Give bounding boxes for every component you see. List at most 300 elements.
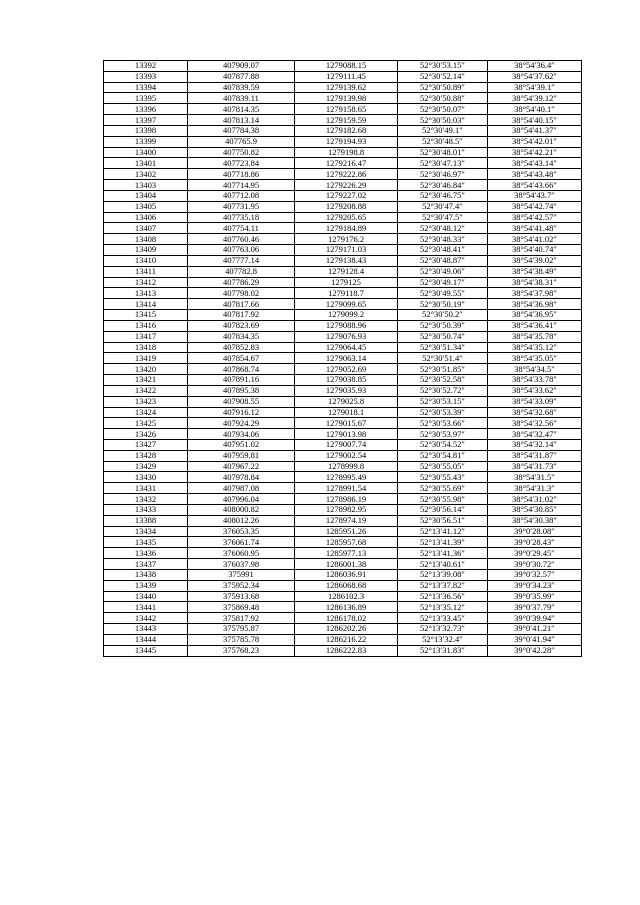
x-coordinate-cell: 407754.11	[188, 223, 295, 234]
x-coordinate-cell: 407763.06	[188, 245, 295, 256]
longitude-cell: 38°54′34.5″	[488, 364, 582, 375]
x-coordinate-cell: 407891.16	[188, 375, 295, 386]
point-number-cell: 13396	[104, 104, 188, 115]
point-number-cell: 13437	[104, 559, 188, 570]
y-coordinate-cell: 1279184.89	[295, 223, 398, 234]
longitude-cell: 39°0′37.79″	[488, 602, 582, 613]
x-coordinate-cell: 375795.87	[188, 624, 295, 635]
table-row	[104, 223, 582, 234]
latitude-cell: 52°13′40.61″	[398, 559, 488, 570]
table-row	[104, 288, 582, 299]
table-row	[104, 353, 582, 364]
point-number-cell: 13430	[104, 472, 188, 483]
longitude-cell: 39°0′28.08″	[488, 526, 582, 537]
table-row	[104, 61, 582, 72]
x-coordinate-cell: 407967.22	[188, 461, 295, 472]
y-coordinate-cell: 1279025.8	[295, 396, 398, 407]
table-row	[104, 115, 582, 126]
longitude-cell: 38°54′31.73″	[488, 461, 582, 472]
longitude-cell: 38°54′32.14″	[488, 439, 582, 450]
table-row	[104, 429, 582, 440]
point-number-cell: 13397	[104, 115, 188, 126]
table-row	[104, 342, 582, 353]
longitude-cell: 39°0′32.57″	[488, 569, 582, 580]
point-number-cell: 13445	[104, 645, 188, 656]
x-coordinate-cell: 407782.8	[188, 266, 295, 277]
x-coordinate-cell: 408012.26	[188, 515, 295, 526]
point-number-cell: 13441	[104, 602, 188, 613]
y-coordinate-cell: 1286222.83	[295, 645, 398, 656]
longitude-cell: 38°54′31.02″	[488, 494, 582, 505]
point-number-cell: 13418	[104, 342, 188, 353]
y-coordinate-cell: 1279002.54	[295, 450, 398, 461]
point-number-cell: 13416	[104, 320, 188, 331]
x-coordinate-cell: 407839.59	[188, 82, 295, 93]
table-row	[104, 234, 582, 245]
table-row	[104, 212, 582, 223]
longitude-cell: 38°54′38.49″	[488, 266, 582, 277]
x-coordinate-cell: 407951.02	[188, 439, 295, 450]
y-coordinate-cell: 1279226.29	[295, 180, 398, 191]
x-coordinate-cell: 407718.86	[188, 169, 295, 180]
latitude-cell: 52°30′48.12″	[398, 223, 488, 234]
table-row	[104, 515, 582, 526]
table-row	[104, 375, 582, 386]
latitude-cell: 52°30′51.85″	[398, 364, 488, 375]
latitude-cell: 52°30′50.03″	[398, 115, 488, 126]
x-coordinate-cell: 407823.69	[188, 320, 295, 331]
longitude-cell: 38°54′35.12″	[488, 342, 582, 353]
x-coordinate-cell: 407868.74	[188, 364, 295, 375]
x-coordinate-cell: 407924.29	[188, 418, 295, 429]
longitude-cell: 38°54′33.78″	[488, 375, 582, 386]
table-row	[104, 418, 582, 429]
x-coordinate-cell: 407731.95	[188, 201, 295, 212]
x-coordinate-cell: 407777.14	[188, 255, 295, 266]
table-row	[104, 245, 582, 256]
longitude-cell: 39°0′39.94″	[488, 613, 582, 624]
table-row	[104, 548, 582, 559]
point-number-cell: 13423	[104, 396, 188, 407]
y-coordinate-cell: 1279176.2	[295, 234, 398, 245]
latitude-cell: 52°30′55.98″	[398, 494, 488, 505]
table-row	[104, 472, 582, 483]
y-coordinate-cell: 1279118.7	[295, 288, 398, 299]
table-row	[104, 634, 582, 645]
latitude-cell: 52°30′53.39″	[398, 407, 488, 418]
point-number-cell: 13413	[104, 288, 188, 299]
y-coordinate-cell: 1279125	[295, 277, 398, 288]
point-number-cell: 13406	[104, 212, 188, 223]
x-coordinate-cell: 376061.74	[188, 537, 295, 548]
table-row	[104, 624, 582, 635]
x-coordinate-cell: 407798.02	[188, 288, 295, 299]
latitude-cell: 52°30′47.13″	[398, 158, 488, 169]
longitude-cell: 39°0′34.23″	[488, 580, 582, 591]
longitude-cell: 38°54′31.5″	[488, 472, 582, 483]
point-number-cell: 13434	[104, 526, 188, 537]
longitude-cell: 38°54′33.62″	[488, 385, 582, 396]
y-coordinate-cell: 1278974.19	[295, 515, 398, 526]
table-row	[104, 320, 582, 331]
y-coordinate-cell: 1279171.03	[295, 245, 398, 256]
x-coordinate-cell: 375869.48	[188, 602, 295, 613]
latitude-cell: 52°30′52.14″	[398, 71, 488, 82]
longitude-cell: 38°54′32.47″	[488, 429, 582, 440]
longitude-cell: 38°54′41.48″	[488, 223, 582, 234]
y-coordinate-cell: 1286068.68	[295, 580, 398, 591]
table-row	[104, 450, 582, 461]
point-number-cell: 13443	[104, 624, 188, 635]
table-row	[104, 71, 582, 82]
x-coordinate-cell: 407784.38	[188, 125, 295, 136]
longitude-cell: 38°54′36.95″	[488, 310, 582, 321]
x-coordinate-cell: 375952.34	[188, 580, 295, 591]
table-row	[104, 147, 582, 158]
latitude-cell: 52°30′50.19″	[398, 299, 488, 310]
y-coordinate-cell: 1285957.68	[295, 537, 398, 548]
point-number-cell: 13438	[104, 569, 188, 580]
point-number-cell: 13405	[104, 201, 188, 212]
longitude-cell: 39°0′41.94″	[488, 634, 582, 645]
longitude-cell: 38°54′31.3″	[488, 483, 582, 494]
latitude-cell: 52°30′53.15″	[398, 396, 488, 407]
x-coordinate-cell: 407959.81	[188, 450, 295, 461]
point-number-cell: 13436	[104, 548, 188, 559]
latitude-cell: 52°30′55.43″	[398, 472, 488, 483]
y-coordinate-cell: 1279099.2	[295, 310, 398, 321]
x-coordinate-cell: 376060.95	[188, 548, 295, 559]
longitude-cell: 38°54′39.12″	[488, 93, 582, 104]
x-coordinate-cell: 375991	[188, 569, 295, 580]
y-coordinate-cell: 1285951.26	[295, 526, 398, 537]
y-coordinate-cell: 1279139.98	[295, 93, 398, 104]
latitude-cell: 52°13′41.12″	[398, 526, 488, 537]
point-number-cell: 13421	[104, 375, 188, 386]
y-coordinate-cell: 1278999.8	[295, 461, 398, 472]
table-row	[104, 158, 582, 169]
latitude-cell: 52°30′54.81″	[398, 450, 488, 461]
y-coordinate-cell: 1279035.93	[295, 385, 398, 396]
coordinates-table	[103, 60, 582, 657]
x-coordinate-cell: 407765.9	[188, 136, 295, 147]
longitude-cell: 38°54′43.48″	[488, 169, 582, 180]
point-number-cell: 13401	[104, 158, 188, 169]
point-number-cell: 13410	[104, 255, 188, 266]
y-coordinate-cell: 1279198.8	[295, 147, 398, 158]
longitude-cell: 38°54′40.15″	[488, 115, 582, 126]
latitude-cell: 52°13′31.83″	[398, 645, 488, 656]
table-row	[104, 526, 582, 537]
longitude-cell: 38°54′32.68″	[488, 407, 582, 418]
longitude-cell: 39°0′29.45″	[488, 548, 582, 559]
y-coordinate-cell: 1278991.54	[295, 483, 398, 494]
latitude-cell: 52°30′52.72″	[398, 385, 488, 396]
y-coordinate-cell: 1286136.89	[295, 602, 398, 613]
table-body	[104, 61, 582, 657]
point-number-cell: 13422	[104, 385, 188, 396]
point-number-cell: 13403	[104, 180, 188, 191]
point-number-cell: 13388	[104, 515, 188, 526]
x-coordinate-cell: 407760.46	[188, 234, 295, 245]
longitude-cell: 38°54′32.56″	[488, 418, 582, 429]
latitude-cell: 52°30′53.97″	[398, 429, 488, 440]
point-number-cell: 13407	[104, 223, 188, 234]
table-row	[104, 180, 582, 191]
x-coordinate-cell: 407908.55	[188, 396, 295, 407]
latitude-cell: 52°30′47.4″	[398, 201, 488, 212]
longitude-cell: 38°54′40.74″	[488, 245, 582, 256]
latitude-cell: 52°30′48.87″	[398, 255, 488, 266]
point-number-cell: 13419	[104, 353, 188, 364]
x-coordinate-cell: 407750.82	[188, 147, 295, 158]
point-number-cell: 13444	[104, 634, 188, 645]
point-number-cell: 13432	[104, 494, 188, 505]
y-coordinate-cell: 1279194.93	[295, 136, 398, 147]
point-number-cell: 13431	[104, 483, 188, 494]
table-row	[104, 93, 582, 104]
table-row	[104, 266, 582, 277]
x-coordinate-cell: 407786.29	[188, 277, 295, 288]
latitude-cell: 52°30′47.5″	[398, 212, 488, 223]
longitude-cell: 38°54′41.02″	[488, 234, 582, 245]
longitude-cell: 38°54′36.41″	[488, 320, 582, 331]
table-row	[104, 569, 582, 580]
latitude-cell: 52°13′41.36″	[398, 548, 488, 559]
latitude-cell: 52°30′54.52″	[398, 439, 488, 450]
latitude-cell: 52°30′53.66″	[398, 418, 488, 429]
latitude-cell: 52°30′51.4″	[398, 353, 488, 364]
x-coordinate-cell: 407813.14	[188, 115, 295, 126]
longitude-cell: 39°0′35.99″	[488, 591, 582, 602]
table-row	[104, 559, 582, 570]
longitude-cell: 39°0′42.28″	[488, 645, 582, 656]
longitude-cell: 38°54′42.21″	[488, 147, 582, 158]
table-row	[104, 82, 582, 93]
point-number-cell: 13435	[104, 537, 188, 548]
y-coordinate-cell: 1279063.14	[295, 353, 398, 364]
latitude-cell: 52°30′46.84″	[398, 180, 488, 191]
x-coordinate-cell: 407817.66	[188, 299, 295, 310]
y-coordinate-cell: 1279007.74	[295, 439, 398, 450]
latitude-cell: 52°30′56.51″	[398, 515, 488, 526]
latitude-cell: 52°13′33.45″	[398, 613, 488, 624]
point-number-cell: 13399	[104, 136, 188, 147]
point-number-cell: 13415	[104, 310, 188, 321]
longitude-cell: 38°54′35.78″	[488, 331, 582, 342]
longitude-cell: 38°54′38.31″	[488, 277, 582, 288]
table-row	[104, 407, 582, 418]
longitude-cell: 38°54′39.02″	[488, 255, 582, 266]
latitude-cell: 52°30′48.5″	[398, 136, 488, 147]
table-row	[104, 483, 582, 494]
latitude-cell: 52°13′35.12″	[398, 602, 488, 613]
longitude-cell: 38°54′42.57″	[488, 212, 582, 223]
x-coordinate-cell: 407877.88	[188, 71, 295, 82]
table-row	[104, 645, 582, 656]
latitude-cell: 52°30′55.05″	[398, 461, 488, 472]
longitude-cell: 39°0′28.43″	[488, 537, 582, 548]
x-coordinate-cell: 407735.18	[188, 212, 295, 223]
longitude-cell: 38°54′35.05″	[488, 353, 582, 364]
point-number-cell: 13425	[104, 418, 188, 429]
point-number-cell: 13429	[104, 461, 188, 472]
y-coordinate-cell: 1286036.91	[295, 569, 398, 580]
longitude-cell: 38°54′37.98″	[488, 288, 582, 299]
point-number-cell: 13440	[104, 591, 188, 602]
table-row	[104, 136, 582, 147]
latitude-cell: 52°30′48.33″	[398, 234, 488, 245]
latitude-cell: 52°30′50.88″	[398, 93, 488, 104]
latitude-cell: 52°13′32.4″	[398, 634, 488, 645]
table-row	[104, 104, 582, 115]
point-number-cell: 13392	[104, 61, 188, 72]
x-coordinate-cell: 407996.04	[188, 494, 295, 505]
point-number-cell: 13404	[104, 190, 188, 201]
table-row	[104, 169, 582, 180]
latitude-cell: 52°13′32.73″	[398, 624, 488, 635]
table-row	[104, 310, 582, 321]
x-coordinate-cell: 376037.98	[188, 559, 295, 570]
longitude-cell: 38°54′36.98″	[488, 299, 582, 310]
table-row	[104, 125, 582, 136]
longitude-cell: 38°54′31.87″	[488, 450, 582, 461]
y-coordinate-cell: 1279013.98	[295, 429, 398, 440]
table-row	[104, 331, 582, 342]
point-number-cell: 13394	[104, 82, 188, 93]
table-row	[104, 439, 582, 450]
x-coordinate-cell: 375817.92	[188, 613, 295, 624]
y-coordinate-cell: 1278995.49	[295, 472, 398, 483]
latitude-cell: 52°13′41.39″	[398, 537, 488, 548]
y-coordinate-cell: 1279222.86	[295, 169, 398, 180]
x-coordinate-cell: 375785.78	[188, 634, 295, 645]
latitude-cell: 52°30′49.17″	[398, 277, 488, 288]
table-row	[104, 537, 582, 548]
latitude-cell: 52°30′51.34″	[398, 342, 488, 353]
latitude-cell: 52°30′49.1″	[398, 125, 488, 136]
y-coordinate-cell: 1279182.68	[295, 125, 398, 136]
point-number-cell: 13414	[104, 299, 188, 310]
point-number-cell: 13400	[104, 147, 188, 158]
table-row	[104, 255, 582, 266]
y-coordinate-cell: 1279038.85	[295, 375, 398, 386]
latitude-cell: 52°30′53.15″	[398, 61, 488, 72]
y-coordinate-cell: 1286102.3	[295, 591, 398, 602]
longitude-cell: 38°54′33.09″	[488, 396, 582, 407]
table-row	[104, 396, 582, 407]
y-coordinate-cell: 1279015.67	[295, 418, 398, 429]
x-coordinate-cell: 376053.35	[188, 526, 295, 537]
y-coordinate-cell: 1279216.47	[295, 158, 398, 169]
point-number-cell: 13424	[104, 407, 188, 418]
y-coordinate-cell: 1286202.26	[295, 624, 398, 635]
point-number-cell: 13428	[104, 450, 188, 461]
table-row	[104, 591, 582, 602]
point-number-cell: 13402	[104, 169, 188, 180]
point-number-cell: 13412	[104, 277, 188, 288]
x-coordinate-cell: 407814.35	[188, 104, 295, 115]
latitude-cell: 52°30′46.75″	[398, 190, 488, 201]
table-row	[104, 277, 582, 288]
point-number-cell: 13439	[104, 580, 188, 591]
y-coordinate-cell: 1286178.02	[295, 613, 398, 624]
table-row	[104, 602, 582, 613]
longitude-cell: 38°54′43.14″	[488, 158, 582, 169]
longitude-cell: 38°54′39.1″	[488, 82, 582, 93]
y-coordinate-cell: 1279088.96	[295, 320, 398, 331]
y-coordinate-cell: 1279138.43	[295, 255, 398, 266]
point-number-cell: 13426	[104, 429, 188, 440]
table-row	[104, 190, 582, 201]
latitude-cell: 52°30′50.74″	[398, 331, 488, 342]
longitude-cell: 39°0′41.21″	[488, 624, 582, 635]
longitude-cell: 38°54′43.7″	[488, 190, 582, 201]
y-coordinate-cell: 1279128.4	[295, 266, 398, 277]
point-number-cell: 13433	[104, 504, 188, 515]
longitude-cell: 38°54′30.38″	[488, 515, 582, 526]
longitude-cell: 38°54′30.85″	[488, 504, 582, 515]
latitude-cell: 52°30′52.58″	[398, 375, 488, 386]
latitude-cell: 52°30′50.07″	[398, 104, 488, 115]
latitude-cell: 52°30′56.14″	[398, 504, 488, 515]
longitude-cell: 38°54′37.62″	[488, 71, 582, 82]
table-row	[104, 494, 582, 505]
y-coordinate-cell: 1286001.38	[295, 559, 398, 570]
x-coordinate-cell: 407723.84	[188, 158, 295, 169]
latitude-cell: 52°30′49.55″	[398, 288, 488, 299]
latitude-cell: 52°30′48.41″	[398, 245, 488, 256]
y-coordinate-cell: 1279227.02	[295, 190, 398, 201]
latitude-cell: 52°13′37.82″	[398, 580, 488, 591]
y-coordinate-cell: 1279076.93	[295, 331, 398, 342]
table-row	[104, 613, 582, 624]
y-coordinate-cell: 1278982.95	[295, 504, 398, 515]
x-coordinate-cell: 408000.82	[188, 504, 295, 515]
latitude-cell: 52°30′50.39″	[398, 320, 488, 331]
y-coordinate-cell: 1279158.65	[295, 104, 398, 115]
x-coordinate-cell: 375768.23	[188, 645, 295, 656]
latitude-cell: 52°30′48.01″	[398, 147, 488, 158]
longitude-cell: 38°54′41.37″	[488, 125, 582, 136]
table-row	[104, 461, 582, 472]
point-number-cell: 13420	[104, 364, 188, 375]
longitude-cell: 38°54′36.4″	[488, 61, 582, 72]
table-row	[104, 299, 582, 310]
point-number-cell: 13395	[104, 93, 188, 104]
x-coordinate-cell: 407817.92	[188, 310, 295, 321]
x-coordinate-cell: 407934.06	[188, 429, 295, 440]
point-number-cell: 13393	[104, 71, 188, 82]
longitude-cell: 39°0′30.72″	[488, 559, 582, 570]
table-row	[104, 504, 582, 515]
longitude-cell: 38°54′43.66″	[488, 180, 582, 191]
point-number-cell: 13442	[104, 613, 188, 624]
table-row	[104, 580, 582, 591]
y-coordinate-cell: 1279205.65	[295, 212, 398, 223]
x-coordinate-cell: 407895.38	[188, 385, 295, 396]
coordinates-table-container	[103, 60, 581, 657]
y-coordinate-cell: 1279064.45	[295, 342, 398, 353]
y-coordinate-cell: 1278986.19	[295, 494, 398, 505]
latitude-cell: 52°30′55.69″	[398, 483, 488, 494]
point-number-cell: 13409	[104, 245, 188, 256]
point-number-cell: 13417	[104, 331, 188, 342]
y-coordinate-cell: 1286216.22	[295, 634, 398, 645]
x-coordinate-cell: 407916.12	[188, 407, 295, 418]
y-coordinate-cell: 1279099.65	[295, 299, 398, 310]
longitude-cell: 38°54′40.1″	[488, 104, 582, 115]
